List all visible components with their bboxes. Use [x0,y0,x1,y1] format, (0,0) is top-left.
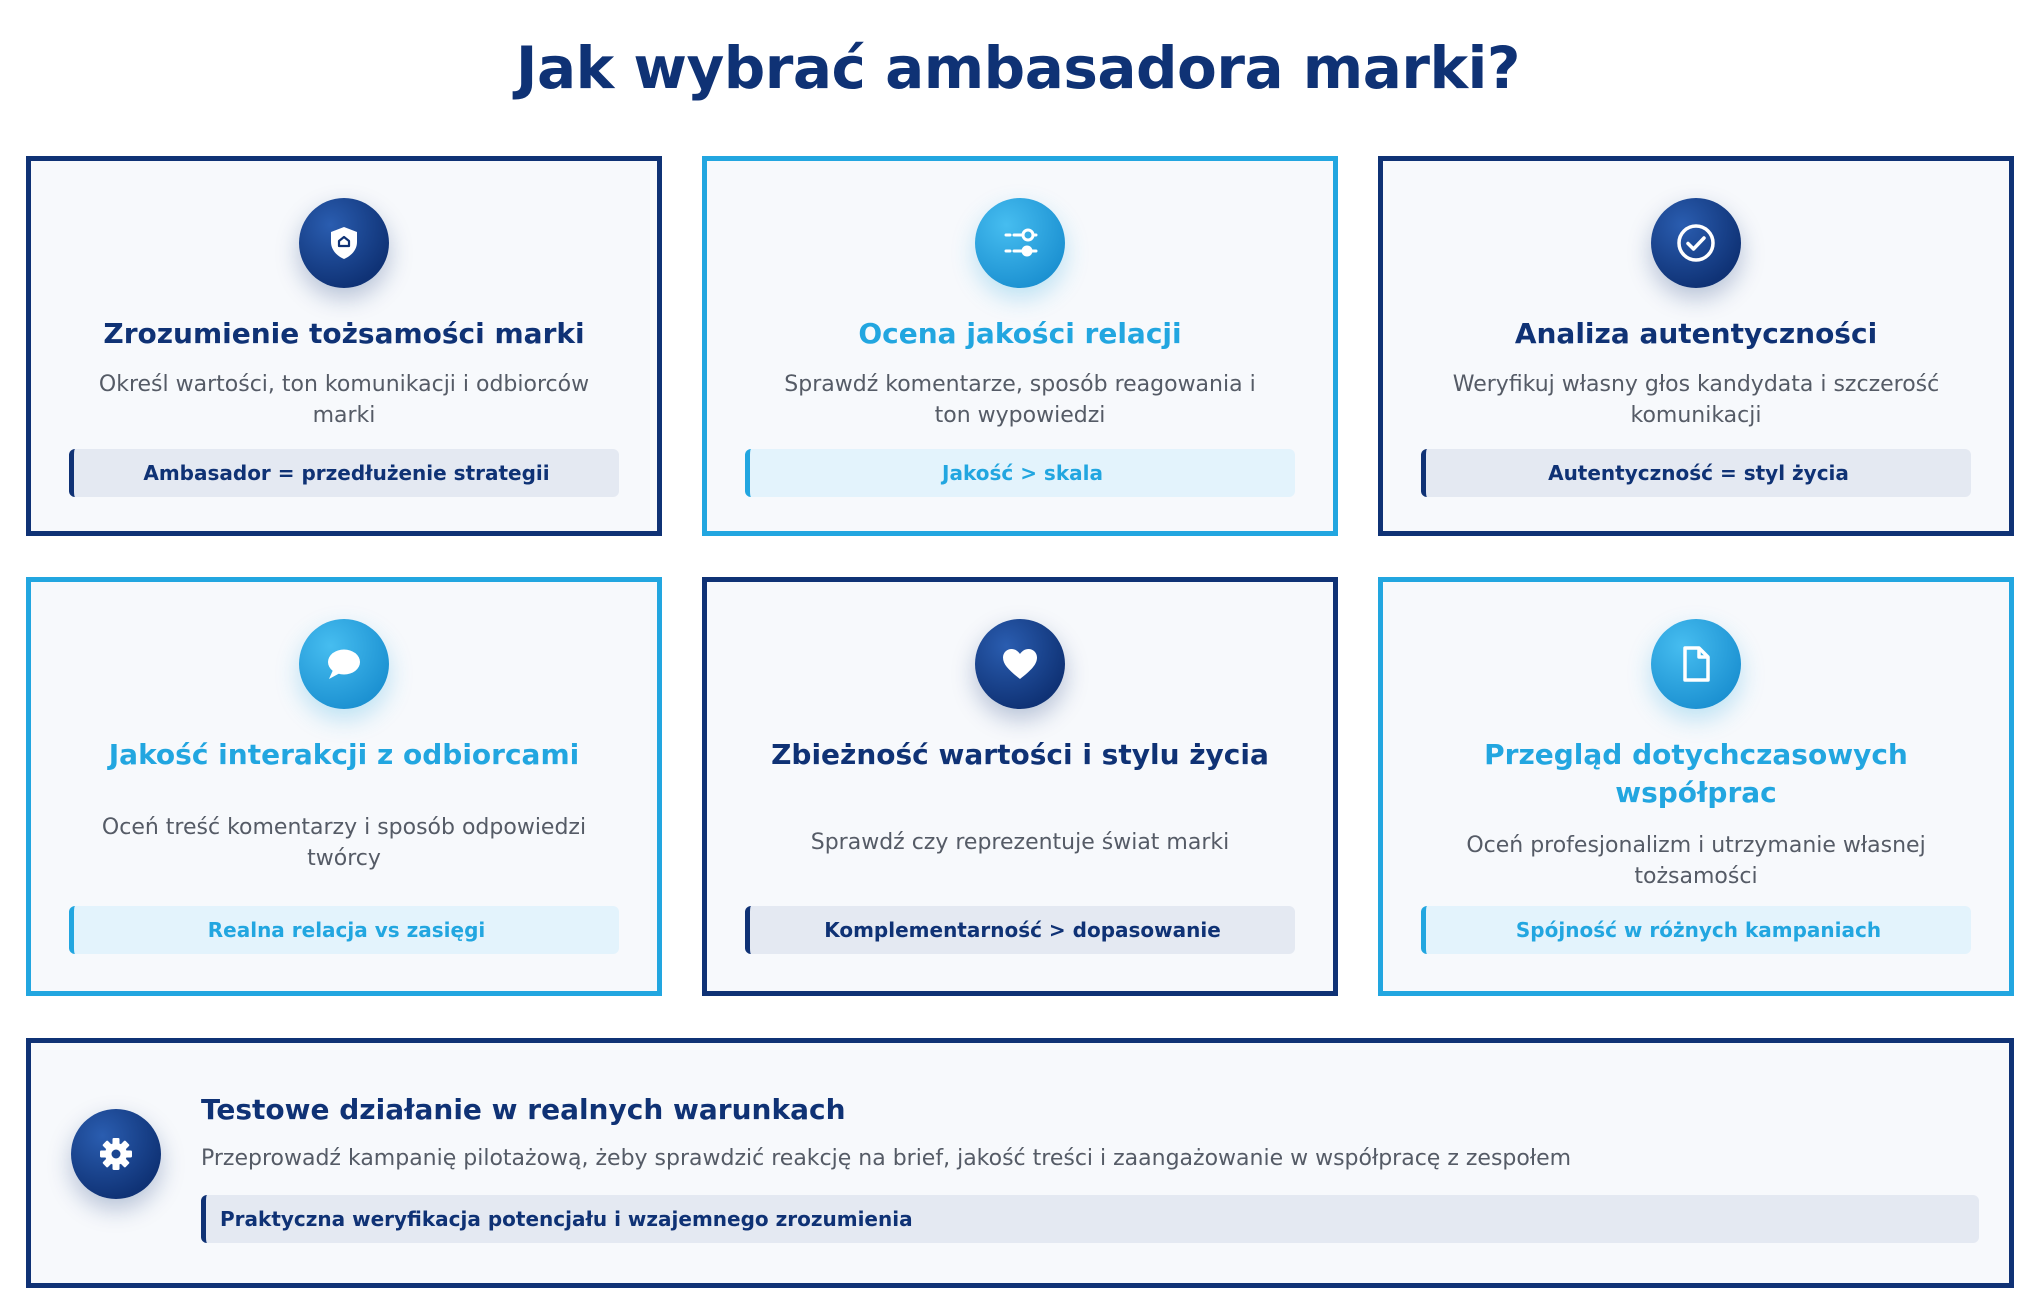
bottom-description: Przeprowadź kampanię pilotażową, żeby sprawdzić reakcję na brief, jakość treści i zaangażowanie w współpracę z zespołem [201,1146,1572,1171]
card-description: Sprawdź czy reprezentuje świat marki [810,830,1230,855]
card-pilot-test [26,1038,2014,1288]
card-values-alignment [702,577,1338,996]
card-title: Jakość interakcji z odbiorcami [108,738,580,771]
card-tagline: Komplementarność > dopasowanie [745,906,1295,954]
bottom-title: Testowe działanie w realnych warunkach [201,1093,846,1126]
card-tagline: Autentyczność = styl życia [1421,449,1971,497]
card-brand-identity [26,156,662,536]
page-title: Jak wybrać ambasadora marki? [515,34,1521,102]
card-description: Sprawdź komentarze, sposób reagowania i ton wypowiedzi [784,372,1256,428]
chat-bubble-icon [299,619,389,709]
document-icon [1651,619,1741,709]
card-description: Weryfikuj własny głos kandydata i szczerość komunikacji [1452,372,1940,428]
card-title: Przegląd dotychczasowych współprac [1484,738,1908,809]
card-tagline: Ambasador = przedłużenie strategii [69,449,619,497]
card-tagline: Realna relacja vs zasięgi [69,906,619,954]
card-title: Zrozumienie tożsamości marki [103,317,585,350]
bottom-tagline: Praktyczna weryfikacja potencjału i wzajemnego zrozumienia [201,1195,1979,1243]
card-description: Oceń treść komentarzy i sposób odpowiedzi twórcy [101,815,587,871]
card-title: Ocena jakości relacji [858,317,1182,350]
card-authenticity-analysis [1378,156,2014,536]
card-tagline: Spójność w różnych kampaniach [1421,906,1971,954]
gear-icon [71,1109,161,1199]
card-past-collaborations [1378,577,2014,996]
sliders-icon [975,198,1065,288]
card-tagline: Jakość > skala [745,449,1295,497]
check-circle-icon [1651,198,1741,288]
shield-icon [299,198,389,288]
card-title: Analiza autentyczności [1514,317,1878,350]
card-description: Oceń profesjonalizm i utrzymanie własnej tożsamości [1466,833,1926,889]
card-relationship-quality [702,156,1338,536]
card-description: Określ wartości, ton komunikacji i odbiorców marki [98,372,590,428]
card-title: Zbieżność wartości i stylu życia [771,738,1269,771]
heart-icon [975,619,1065,709]
card-audience-interaction [26,577,662,996]
